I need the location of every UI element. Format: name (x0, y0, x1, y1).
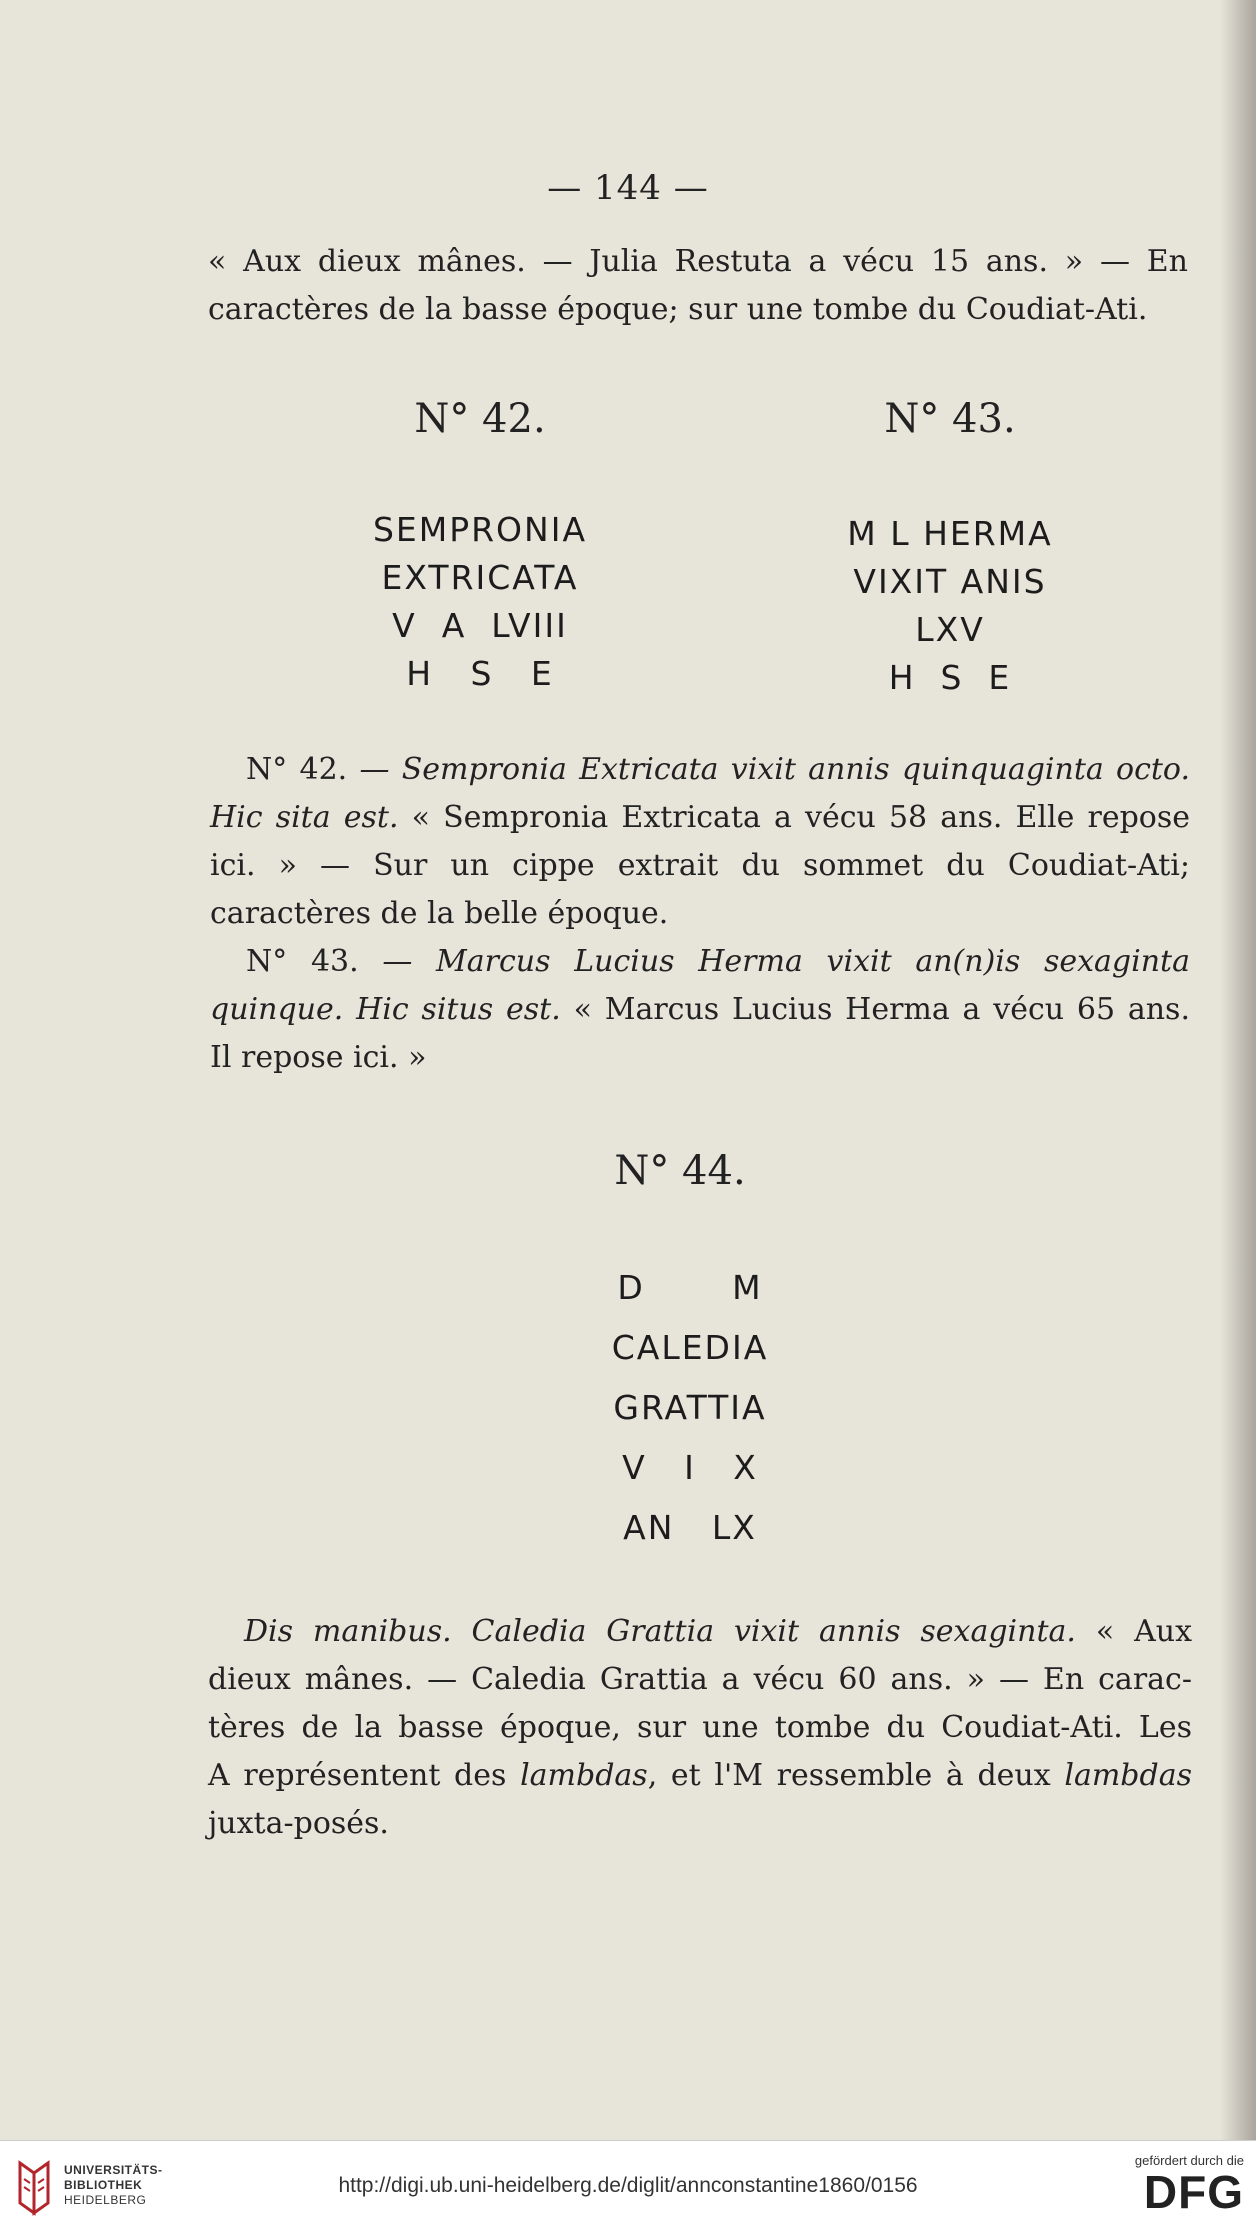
inscription-no42 (330, 506, 630, 698)
commentary-line: tères de la basse époque, sur une tombe du Coudiat-Ati. Les (208, 1710, 1192, 1745)
commentary-line: dieux mânes. — Caledia Grattia a vécu 60 ans. » — En carac- (208, 1662, 1192, 1697)
library-name-line: BIBLIOTHEK (64, 2178, 143, 2192)
inscription-line: SEMPRONIA (372, 510, 588, 549)
commentary-line (208, 1608, 1192, 1656)
commentary-line (210, 746, 1190, 794)
latin-text: — Marcus Lucius Herma vixit an(n)is sexaginta (382, 944, 1190, 979)
heading-no44: N° 44. (614, 1148, 746, 1194)
latin-text: — Sempronia Extricata vixit annis quinquaginta octo. (359, 752, 1190, 787)
translation-text: « Aux (1095, 1614, 1192, 1649)
page-edge-shadow (1220, 0, 1256, 2140)
commentary-line (208, 1752, 1192, 1800)
inscription-line: M L HERMA (847, 514, 1053, 553)
commentary-line: Il repose ici. » (210, 1040, 427, 1075)
inscription-line: H S E (888, 658, 1012, 697)
entry-label: N° 42. (246, 752, 348, 787)
commentary-line (210, 986, 1190, 1034)
intro-paragraph (208, 238, 1188, 334)
inscription-line: V A LVIII (392, 606, 568, 645)
entry-label: N° 43. (246, 944, 359, 979)
latin-text: Hic sita est. (210, 800, 399, 835)
inscription-line: EXTRICATA (381, 558, 579, 597)
inscription-line: GRATTIA (613, 1388, 767, 1427)
commentary-line: juxta-posés. (208, 1806, 389, 1841)
italic-term: lambdas (520, 1758, 648, 1793)
heading-no43: N° 43. (884, 396, 1016, 442)
library-name-line: UNIVERSITÄTS- (64, 2163, 163, 2177)
latin-text: quinque. Hic situs est. (210, 992, 561, 1027)
dfg-funding (1114, 2153, 1244, 2216)
viewer-footer (0, 2140, 1256, 2232)
commentary-42-43 (210, 746, 1190, 1082)
dfg-caption: gefördert durch die (1134, 2153, 1244, 2168)
inscription-line: CALEDIA (611, 1328, 769, 1367)
inscription-line: D M (617, 1268, 763, 1307)
dfg-logo: DFG (1143, 2166, 1244, 2218)
library-name-line: HEIDELBERG (64, 2193, 147, 2207)
heading-no42: N° 42. (414, 396, 546, 442)
italic-term: lambdas (1064, 1758, 1192, 1793)
inscription-line: AN LX (623, 1508, 757, 1547)
translation-text: « Sempronia Extricata a vécu 58 ans. Elle repose (411, 800, 1190, 835)
inscription-line: VIXIT ANIS (853, 562, 1047, 601)
translation-text: « Marcus Lucius Herma a vécu 65 ans. (573, 992, 1190, 1027)
commentary-line (210, 938, 1190, 986)
page-number: — 144 — (547, 168, 709, 208)
commentary-line (210, 794, 1190, 842)
inscription-no44 (540, 1258, 840, 1558)
commentary-line: ici. » — Sur un cippe extrait du sommet du Coudiat-Ati; (210, 848, 1190, 883)
intro-line: caractères de la basse époque; sur une tombe du Coudiat-Ati. (208, 292, 1148, 327)
text-span: , et l'M ressemble à deux (647, 1758, 1051, 1793)
latin-text: Dis manibus. Caledia Grattia vixit annis sexaginta. (244, 1614, 1076, 1649)
intro-line: « Aux dieux mânes. — Julia Restuta a vécu 15 ans. » — En (208, 244, 1188, 279)
inscription-no43 (800, 510, 1100, 702)
commentary-line: caractères de la belle époque. (210, 896, 669, 931)
permalink-url[interactable]: http://digi.ub.uni-heidelberg.de/diglit/annconstantine1860/0156 (338, 2174, 918, 2197)
commentary-44 (208, 1608, 1192, 1848)
inscription-line: H S E (406, 654, 554, 693)
text-span: A représentent des (208, 1758, 507, 1793)
inscription-line: V I X (622, 1448, 758, 1487)
inscription-line: LXV (915, 610, 985, 649)
